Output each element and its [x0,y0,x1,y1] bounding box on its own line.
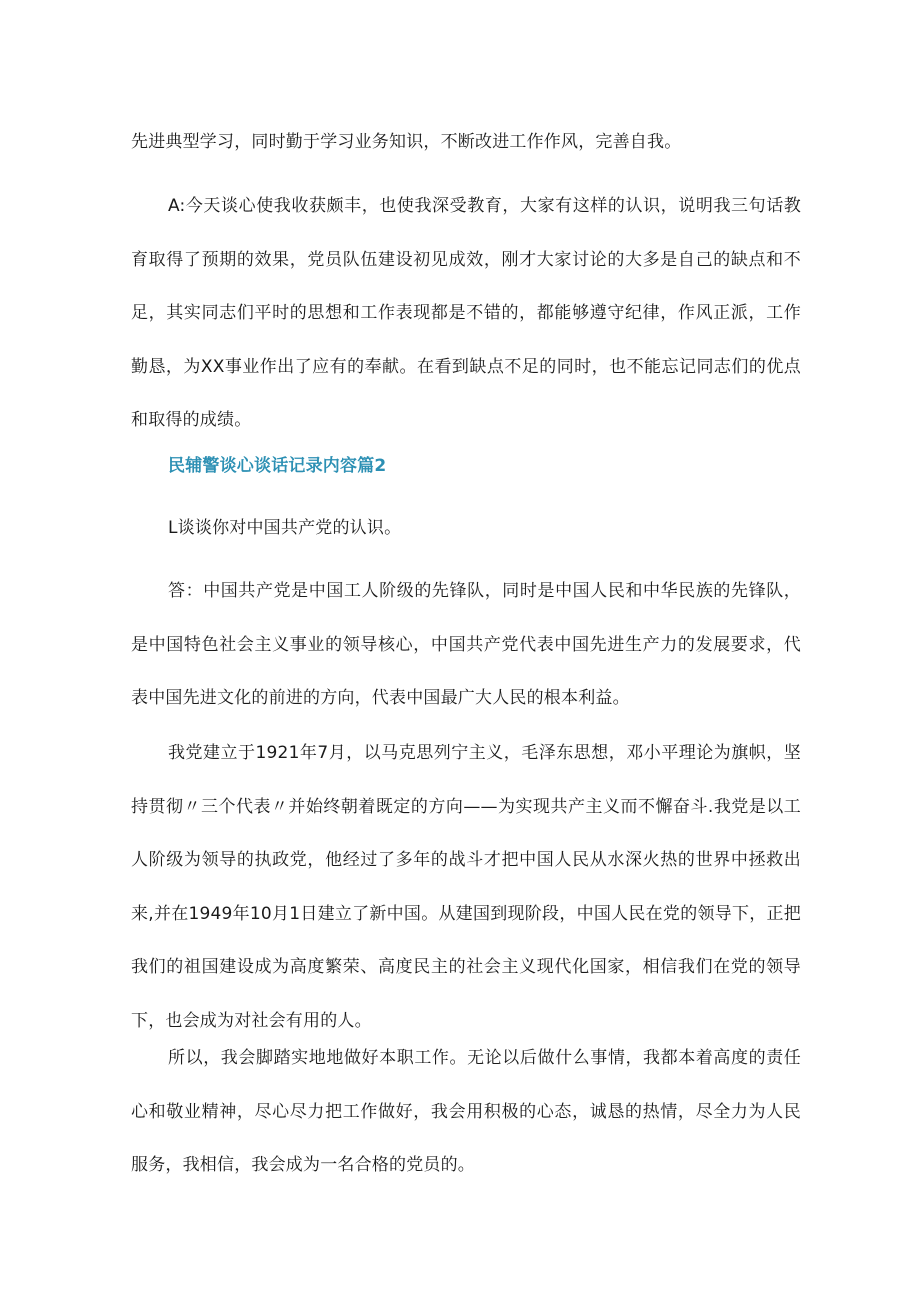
section-heading: 民辅警谈心谈话记录内容篇2 [168,456,387,476]
paragraph-question-1: L谈谈你对中国共产党的认识。 [168,518,402,538]
paragraph-party-history: 我党建立于1921年7月，以马克思列宁主义，毛泽东思想，邓小平理论为旗帜，坚持贯彻〃三个代表〃并始终朝着既定的方向——为实现共产主义而不懈奋斗.我党是以工人阶级为领导的执政党，他经过了多年的战斗才把中国人民从水深火热的世界中拯救出来,并在1949年10月1日建立了新中国。从建国到现阶段，中国人民在党的领导下，正把我们的祖国建设成为高度繁荣、高度民主的社会主义现代化国家，相信我们在党的领导下，也会成为对社会有用的人。 [131,743,801,1031]
paragraph-commitment: 所以，我会脚踏实地地做好本职工作。无论以后做什么事情，我都本着高度的责任心和敬业精神，尽心尽力把工作做好，我会用积极的心态，诚恳的热情，尽全力为人民服务，我相信，我会成为一名合格的党员的。 [131,1048,801,1175]
paragraph-intro-tail: 先进典型学习，同时勤于学习业务知识，不断改进工作作风，完善自我。 [131,132,682,152]
paragraph-answer-1: 答：中国共产党是中国工人阶级的先锋队，同时是中国人民和中华民族的先锋队，是中国特色社会主义事业的领导核心，中国共产党代表中国先进生产力的发展要求，代表中国先进文化的前进的方向，代表中国最广大人民的根本利益。 [131,581,801,708]
paragraph-answer-a: A:今天谈心使我收获颇丰，也使我深受教育，大家有这样的认识，说明我三句话教育取得了预期的效果，党员队伍建设初见成效，刚才大家讨论的大多是自己的缺点和不足，其实同志们平时的思想和工作表现都是不错的，都能够遵守纪律，作风正派，工作勤恳，为XX事业作出了应有的奉献。在看到缺点不足的同时，也不能忘记同志们的优点和取得的成绩。 [131,196,801,430]
